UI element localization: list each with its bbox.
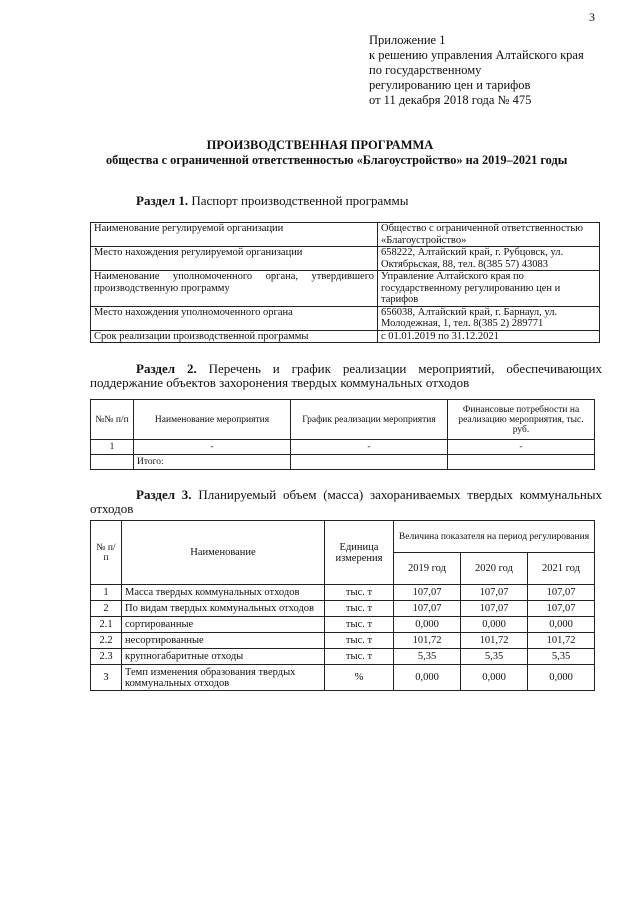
appendix-line: по государственному	[369, 63, 482, 77]
table-header-cell: Величина показателя на период регулирования	[394, 521, 595, 553]
table-cell	[448, 455, 595, 470]
table-header-row	[91, 521, 595, 553]
table-cell: 107,07	[528, 601, 595, 617]
table-cell: 5,35	[528, 649, 595, 665]
table-cell: 107,07	[394, 585, 461, 601]
table-header-cell: 2020 год	[461, 553, 528, 585]
table-cell: -	[448, 440, 595, 455]
table-cell: 101,72	[461, 633, 528, 649]
appendix-line: Приложение 1	[369, 33, 446, 47]
table-header-cell: График реализации мероприятия	[291, 400, 448, 440]
table-cell: 107,07	[528, 585, 595, 601]
section3-label: Раздел 3.	[136, 487, 192, 502]
table-row	[91, 649, 595, 665]
table-header-row	[91, 400, 595, 440]
table-cell: 2	[91, 601, 122, 617]
table-cell: По видам твердых коммунальных отходов	[122, 601, 325, 617]
document-subtitle: общества с ограниченной ответственностью «Благоустройство» на 2019–2021 годы	[106, 153, 568, 167]
table-cell: Срок реализации производственной программы	[91, 330, 378, 343]
table-cell: тыс. т	[325, 649, 394, 665]
section3-heading	[90, 488, 602, 516]
table-row	[91, 440, 595, 455]
table-cell: Управление Алтайского края по государственному регулированию цен и тарифов	[378, 271, 600, 307]
appendix-line: к решению управления Алтайского края	[369, 48, 584, 62]
table-cell: 2.1	[91, 617, 122, 633]
table-cell: 0,000	[528, 665, 595, 691]
table-cell: Место нахождения регулируемой организации	[91, 247, 378, 271]
section2-heading	[90, 362, 602, 390]
page-number: 3	[589, 10, 595, 24]
table-row	[91, 247, 600, 271]
table-cell: 101,72	[528, 633, 595, 649]
table-cell: 2.2	[91, 633, 122, 649]
table-cell: Наименование регулируемой организации	[91, 223, 378, 247]
table-header-cell: Единица измерения	[325, 521, 394, 585]
table-cell: несортированные	[122, 633, 325, 649]
table-cell: с 01.01.2019 по 31.12.2021	[378, 330, 600, 343]
table-row	[91, 223, 600, 247]
table-cell: Наименование уполномоченного органа, утвердившего производственную программу	[91, 271, 378, 307]
table-header-cell: Наименование мероприятия	[134, 400, 291, 440]
table-cell: 107,07	[461, 601, 528, 617]
table-row	[91, 665, 595, 691]
section1-heading	[136, 193, 408, 209]
table-cell: 1	[91, 585, 122, 601]
table-cell: 1	[91, 440, 134, 455]
table-cell: 658222, Алтайский край, г. Рубцовск, ул. Октябрьская, 88, тел. 8(385 57) 43083	[378, 247, 600, 271]
document-title: ПРОИЗВОДСТВЕННАЯ ПРОГРАММА	[206, 138, 434, 152]
table-cell: сортированные	[122, 617, 325, 633]
table-cell: тыс. т	[325, 617, 394, 633]
table-cell: 0,000	[528, 617, 595, 633]
table-cell: 107,07	[394, 601, 461, 617]
table-header-cell: №№ п/п	[91, 400, 134, 440]
table-row	[91, 601, 595, 617]
appendix-line: от 11 декабря 2018 года № 475	[369, 93, 532, 107]
table-row	[91, 617, 595, 633]
table-cell: Темп изменения образования твердых коммунальных отходов	[122, 665, 325, 691]
section3-text: Планируемый объем (масса) захораниваемых твердых коммунальных отходов	[90, 487, 603, 516]
section2-text: Перечень и график реализации мероприятий, обеспечивающих поддержание объектов захоронения твердых коммунальных отходов	[90, 361, 602, 390]
table-cell: -	[291, 440, 448, 455]
table-cell: 107,07	[461, 585, 528, 601]
table-row	[91, 330, 600, 343]
waste-volume-table	[90, 520, 595, 691]
table-cell: Итого:	[134, 455, 291, 470]
table-row	[91, 585, 595, 601]
table-cell	[91, 455, 134, 470]
table-cell: 0,000	[461, 665, 528, 691]
table-cell: 0,000	[394, 617, 461, 633]
measures-table	[90, 399, 595, 470]
table-cell: 656038, Алтайский край, г. Барнаул, ул. Молодежная, 1, тел. 8(385 2) 289771	[378, 306, 600, 330]
table-row	[91, 271, 600, 307]
table-cell: тыс. т	[325, 601, 394, 617]
table-cell: Масса твердых коммунальных отходов	[122, 585, 325, 601]
table-header-cell: Наименование	[122, 521, 325, 585]
table-cell	[291, 455, 448, 470]
table-cell: 101,72	[394, 633, 461, 649]
table-header-cell: Финансовые потребности на реализацию мероприятия, тыс. руб.	[448, 400, 595, 440]
table-row	[91, 306, 600, 330]
table-cell: Место нахождения уполномоченного органа	[91, 306, 378, 330]
table-cell: 0,000	[461, 617, 528, 633]
table-header-cell: 2019 год	[394, 553, 461, 585]
table-cell: тыс. т	[325, 585, 394, 601]
table-cell: 3	[91, 665, 122, 691]
table-cell: -	[134, 440, 291, 455]
table-cell: крупногабаритные отходы	[122, 649, 325, 665]
table-cell: 2.3	[91, 649, 122, 665]
table-cell: Общество с ограниченной ответственностью «Благоустройство»	[378, 223, 600, 247]
section1-label: Раздел 1.	[136, 193, 189, 208]
table-row	[91, 633, 595, 649]
table-cell: тыс. т	[325, 633, 394, 649]
table-cell: 5,35	[461, 649, 528, 665]
table-row	[91, 455, 595, 470]
table-cell: 0,000	[394, 665, 461, 691]
appendix-block	[369, 33, 584, 108]
table-cell: %	[325, 665, 394, 691]
passport-table	[90, 222, 600, 343]
table-cell: 5,35	[394, 649, 461, 665]
table-header-cell: № п/п	[91, 521, 122, 585]
table-header-cell: 2021 год	[528, 553, 595, 585]
section1-text: Паспорт производственной программы	[191, 193, 409, 208]
section2-label: Раздел 2.	[136, 361, 197, 376]
appendix-line: регулированию цен и тарифов	[369, 78, 531, 92]
